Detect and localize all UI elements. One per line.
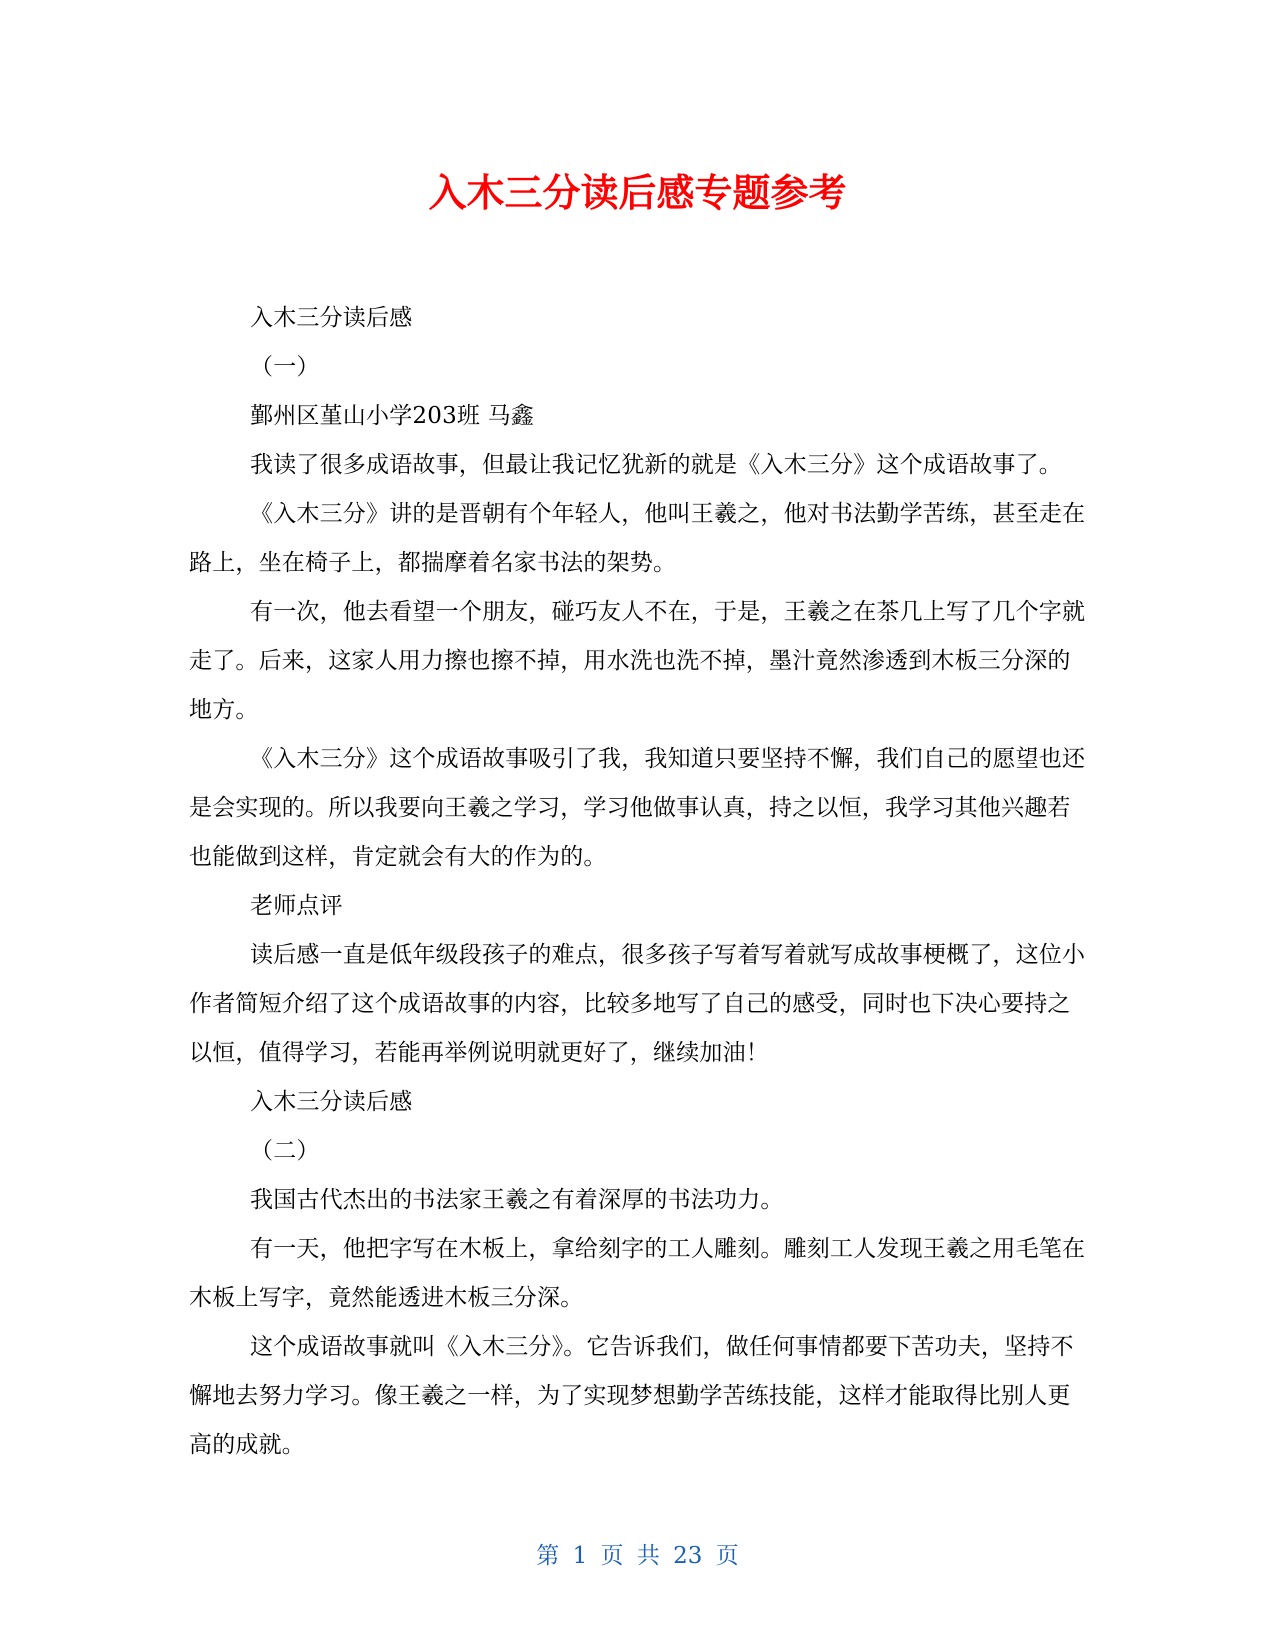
page-number-footer: 第 1 页 共 23 页 (536, 1543, 739, 1569)
paragraph: 《入木三分》讲的是晋朝有个年轻人，他叫王羲之，他对书法勤学苦练，甚至走在路上，坐在椅子上，都揣摩着名家书法的架势。 (189, 501, 1086, 576)
essay-heading-1: 入木三分读后感 (250, 305, 413, 331)
paragraph: 有一天，他把字写在木板上，拿给刻字的工人雕刻。雕刻工人发现王羲之用毛笔在木板上写字，竟然能透进木板三分深。 (189, 1236, 1086, 1311)
teacher-comment: 读后感一直是低年级段孩子的难点，很多孩子写着写着就写成故事梗概了，这位小作者简短介绍了这个成语故事的内容，比较多地写了自己的感受，同时也下决心要持之以恒，值得学习，若能再举例说明就更好了，继续加油！ (189, 942, 1086, 1066)
paragraph: 我国古代杰出的书法家王羲之有着深厚的书法功力。 (250, 1187, 784, 1213)
essay-heading-2: 入木三分读后感 (250, 1089, 413, 1115)
teacher-comment-heading: 老师点评 (250, 893, 343, 919)
author-line: 鄞州区堇山小学203班 马鑫 (250, 403, 535, 429)
section-marker-2: （二） (250, 1138, 320, 1164)
document-body (189, 294, 1089, 1470)
paragraph: 《入木三分》这个成语故事吸引了我，我知道只要坚持不懈，我们自己的愿望也还是会实现的。所以我要向王羲之学习，学习他做事认真，持之以恒，我学习其他兴趣若也能做到这样，肯定就会有大的作为的。 (189, 746, 1086, 870)
document-title: 入木三分读后感专题参考 (428, 171, 847, 215)
paragraph: 我读了很多成语故事，但最让我记忆犹新的就是《入木三分》这个成语故事了。 (250, 452, 1062, 478)
paragraph: 有一次，他去看望一个朋友，碰巧友人不在，于是，王羲之在茶几上写了几个字就走了。后来，这家人用力擦也擦不掉，用水洗也洗不掉，墨汁竟然渗透到木板三分深的地方。 (189, 599, 1086, 723)
paragraph: 这个成语故事就叫《入木三分》。它告诉我们，做任何事情都要下苦功夫，坚持不懈地去努力学习。像王羲之一样，为了实现梦想勤学苦练技能，这样才能取得比别人更高的成就。 (189, 1334, 1074, 1458)
section-marker-1: （一） (250, 354, 320, 380)
